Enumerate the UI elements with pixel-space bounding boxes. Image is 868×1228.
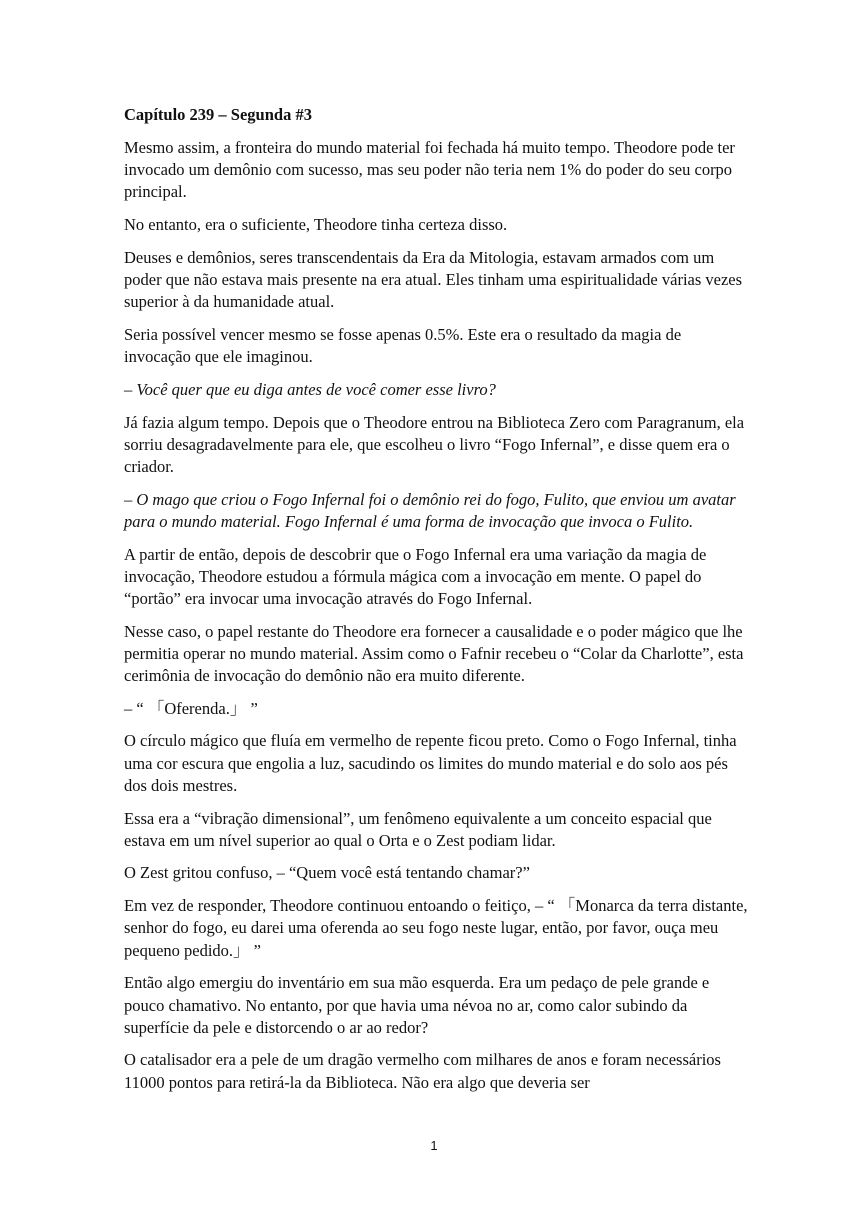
page-number: 1 [430,1138,438,1153]
paragraph-list [124,137,752,1094]
paragraph: – “ 「Oferenda.」 ” [124,698,258,718]
paragraph: Deuses e demônios, seres transcendentais da Era da Mitologia, estavam armados com um poder que não estava mais presente na era atual. Eles tinham uma espiritualidade várias vezes superior à da humanidade atual. [124,247,743,312]
paragraph: O Zest gritou confuso, – “Quem você está tentando chamar?” [124,863,530,883]
paragraph: Seria possível vencer mesmo se fosse apenas 0.5%. Este era o resultado da magia de invocação que ele imaginou. [124,324,682,367]
paragraph: Então algo emergiu do inventário em sua mão esquerda. Era um pedaço de pele grande e pouco chamativo. No entanto, por que havia uma névoa no ar, como calor subindo da superfície da pele e distorcendo o ar ao redor? [124,973,710,1037]
paragraph: O catalisador era a pele de um dragão vermelho com milhares de anos e foram necessários 11000 pontos para retirá-la da Biblioteca. Não era algo que deveria ser [124,1050,721,1092]
paragraph: Já fazia algum tempo. Depois que o Theodore entrou na Biblioteca Zero com Paragranum, ela sorriu desagradavelmente para ele, que escolheu o livro “Fogo Infernal”, e disse quem era o criador. [124,412,745,476]
document-body [124,104,752,1104]
paragraph: No entanto, era o suficiente, Theodore tinha certeza disso. [124,215,508,235]
chapter-title: Capítulo 239 – Segunda #3 [124,105,312,124]
paragraph: – O mago que criou o Fogo Infernal foi o demônio rei do fogo, Fulito, que enviou um avatar para o mundo material. Fogo Infernal é uma forma de invocação que invoca o Fulito. [124,489,736,531]
paragraph: Nesse caso, o papel restante do Theodore era fornecer a causalidade e o poder mágico que lhe permitia operar no mundo material. Assim como o Fafnir recebeu o “Colar da Charlotte”, esta cerimônia de invocação do demônio não era muito diferente. [124,621,744,686]
paragraph: O círculo mágico que fluía em vermelho de repente ficou preto. Como o Fogo Infernal, tinha uma cor escura que engolia a luz, sacudindo os limites do mundo material e do solo aos pés dos dois mestres. [124,731,737,795]
paragraph: Mesmo assim, a fronteira do mundo material foi fechada há muito tempo. Theodore pode ter invocado um demônio com sucesso, mas seu poder não teria nem 1% do poder do seu corpo principal. [124,138,735,202]
paragraph: A partir de então, depois de descobrir que o Fogo Infernal era uma variação da magia de invocação, Theodore estudou a fórmula mágica com a invocação em mente. O papel do “portão” era invocar uma invocação através do Fogo Infernal. [124,544,707,608]
paragraph: Em vez de responder, Theodore continuou entoando o feitiço, – “ 「Monarca da terra distante, senhor do fogo, eu darei uma oferenda ao seu fogo neste lugar, então, por favor, ouça meu pequeno pedido.」 ” [124,896,748,960]
paragraph: – Você quer que eu diga antes de você comer esse livro? [124,379,496,399]
paragraph: Essa era a “vibração dimensional”, um fenômeno equivalente a um conceito espacial que estava em um nível superior ao qual o Orta e o Zest podiam lidar. [124,808,712,850]
